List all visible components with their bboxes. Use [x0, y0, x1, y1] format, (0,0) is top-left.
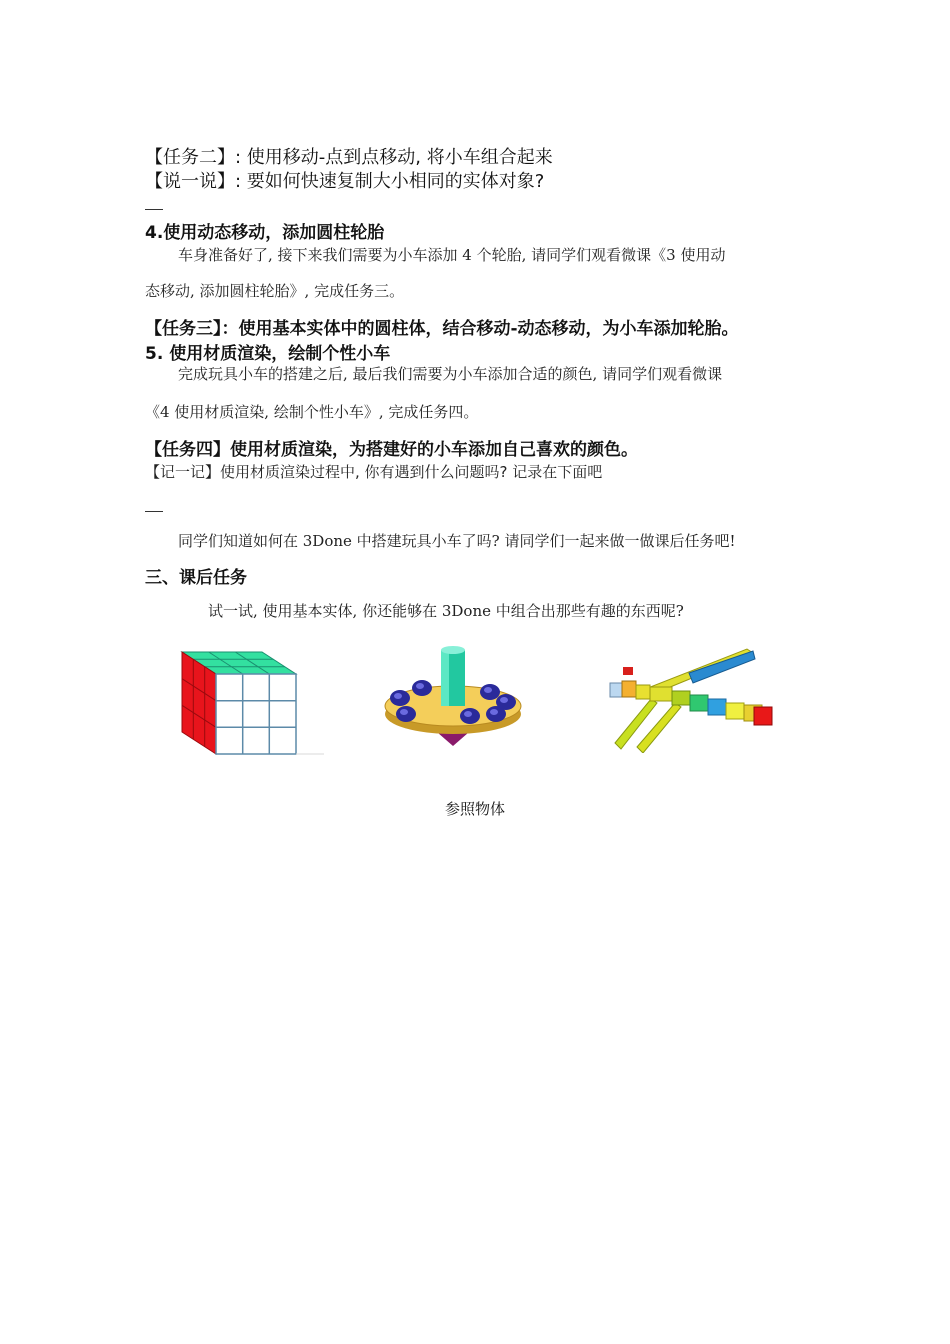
task2-line — [145, 143, 553, 169]
section5-paragraph-line2: 《4 使用材质渲染, 绘制个性小车》, 完成任务四。 — [145, 403, 479, 421]
say-line — [145, 167, 544, 193]
section5-paragraph-line1: 完成玩具小车的搭建之后, 最后我们需要为小车添加合适的颜色, 请同学们观看微课 — [178, 365, 723, 383]
section4-heading: 4.使用动态移动，添加圆柱轮胎 — [145, 223, 385, 243]
task4-line: 【任务四】使用材质渲染，为搭建好的小车添加自己喜欢的颜色。 — [145, 440, 638, 460]
spinning-top-image — [378, 642, 528, 752]
answer-blank-2 — [145, 511, 163, 512]
task2-text: : 使用移动-点到点移动, 将小车组合起来 — [235, 147, 553, 168]
section4-paragraph-line1: 车身准备好了, 接下来我们需要为小车添加 4 个轮胎, 请同学们观看微课《3 使用动 — [178, 246, 726, 264]
dragonfly-blocks-image — [605, 643, 780, 753]
say-label: 【说一说】 — [145, 171, 235, 192]
answer-blank-1 — [145, 209, 163, 210]
section4-paragraph-line2: 态移动, 添加圆柱轮胎》, 完成任务三。 — [145, 282, 405, 300]
task2-label: 【任务二】 — [145, 147, 235, 168]
section3-prompt: 试一试, 使用基本实体, 你还能够在 3Done 中组合出那些有趣的东西呢? — [208, 602, 684, 620]
remember-line: 【记一记】使用材质渲染过程中, 你有遇到什么问题吗? 记录在下面吧 — [145, 463, 603, 481]
task3-line: 【任务三】：使用基本实体中的圆柱体，结合移动-动态移动，为小车添加轮胎。 — [145, 319, 739, 339]
rubiks-cube-image — [178, 638, 328, 758]
say-text: : 要如何快速复制大小相同的实体对象? — [235, 171, 545, 192]
section5-heading: 5. 使用材质渲染，绘制个性小车 — [145, 344, 391, 364]
figure-caption: 参照物体 — [444, 800, 505, 818]
section3-heading: 三、课后任务 — [145, 568, 247, 588]
closing-line: 同学们知道如何在 3Done 中搭建玩具小车了吗? 请同学们一起来做一做课后任务吧! — [178, 532, 736, 550]
